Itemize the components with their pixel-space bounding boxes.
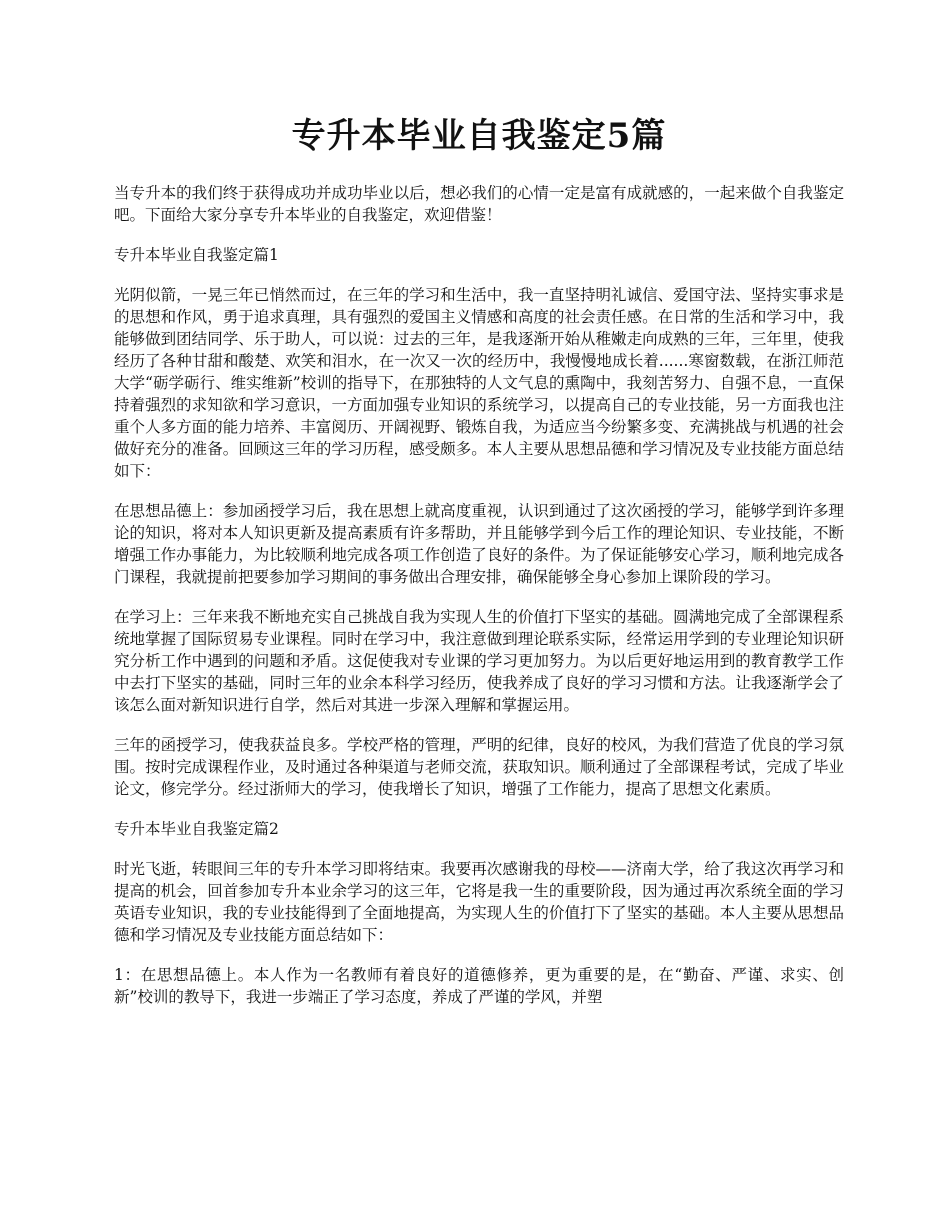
section-1-heading: 专升本毕业自我鉴定篇1 xyxy=(114,246,279,264)
section-1-paragraph-1: 光阴似箭，一晃三年已悄然而过，在三年的学习和生活中，我一直坚持明礼诚信、爱国守法、坚持实事求是的思想和作风，勇于追求真理，具有强烈的爱国主义情感和高度的社会责任感。在日常的生活和学习中，我能够做到团结同学、乐于助人，可以说：过去的三年，是我逐渐开始从稚嫩走向成熟的三年，三年里，使我经历了各种甘甜和酸楚、欢笑和泪水，在一次又一次的经历中，我慢慢地成长着......寒窗数载，在浙江师范大学“砺学砺行、维实维新”校训的指导下，在那独特的人文气息的熏陶中，我刻苦努力、自强不息，一直保持着强烈的求知欲和学习意识，一方面加强专业知识的系统学习，以提高自己的专业技能，另一方面我也注重个人多方面的能力培养、丰富阅历、开阔视野、锻炼自我，为适应当今纷繁多变、充满挑战与机遇的社会做好充分的准备。回顾这三年的学习历程，感受颇多。本人主要从思想品德和学习情况及专业技能方面总结如下： xyxy=(114,286,844,480)
document-title: 专升本毕业自我鉴定5篇 xyxy=(291,116,667,156)
intro-paragraph: 当专升本的我们终于获得成功并成功毕业以后，想必我们的心情一定是富有成就感的，一起来做个自我鉴定吧。下面给大家分享专升本毕业的自我鉴定，欢迎借鉴！ xyxy=(114,184,844,224)
section-2-paragraph-1: 时光飞逝，转眼间三年的专升本学习即将结束。我要再次感谢我的母校——济南大学，给了我这次再学习和提高的机会，回首参加专升本业余学习的这三年，它将是我一生的重要阶段，因为通过再次系统全面的学习英语专业知识，我的专业技能得到了全面地提高，为实现人生的价值打下了坚实的基础。本人主要从思想品德和学习情况及专业技能方面总结如下： xyxy=(114,860,844,944)
document-page xyxy=(114,110,844,1026)
section-2-heading: 专升本毕业自我鉴定篇2 xyxy=(114,820,279,838)
section-2-paragraph-2: 1：在思想品德上。本人作为一名教师有着良好的道德修养，更为重要的是，在“勤奋、严谨、求实、创新”校训的教导下，我进一步端正了学习态度，养成了严谨的学风，并塑 xyxy=(114,966,844,1006)
section-1-paragraph-2: 在思想品德上：参加函授学习后，我在思想上就高度重视，认识到通过了这次函授的学习，能够学到许多理论的知识，将对本人知识更新及提高素质有许多帮助，并且能够学到今后工作的理论知识、专业技能，不断增强工作办事能力，为比较顺利地完成各项工作创造了良好的条件。为了保证能够安心学习，顺利地完成各门课程，我就提前把要参加学习期间的事务做出合理安排，确保能够全身心参加上课阶段的学习。 xyxy=(114,502,844,586)
section-1-paragraph-4: 三年的函授学习，使我获益良多。学校严格的管理，严明的纪律，良好的校风，为我们营造了优良的学习氛围。按时完成课程作业，及时通过各种渠道与老师交流，获取知识。顺利通过了全部课程考试，完成了毕业论文，修完学分。经过浙师大的学习，使我增长了知识，增强了工作能力，提高了思想文化素质。 xyxy=(114,736,844,798)
section-1-paragraph-3: 在学习上：三年来我不断地充实自己挑战自我为实现人生的价值打下坚实的基础。圆满地完成了全部课程系统地掌握了国际贸易专业课程。同时在学习中，我注意做到理论联系实际，经常运用学到的专业理论知识研究分析工作中遇到的问题和矛盾。这促使我对专业课的学习更加努力。为以后更好地运用到的教育教学工作中去打下坚实的基础，同时三年的业余本科学习经历，使我养成了良好的学习习惯和方法。让我逐渐学会了该怎么面对新知识进行自学，然后对其进一步深入理解和掌握运用。 xyxy=(114,608,844,714)
